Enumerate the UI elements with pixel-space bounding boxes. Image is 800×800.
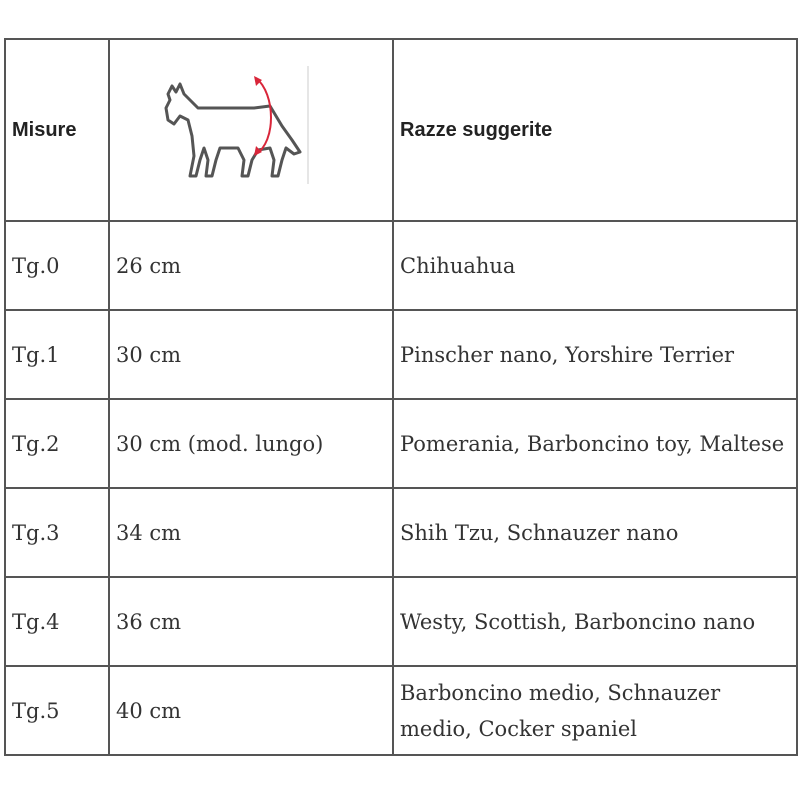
measure-cell: 36 cm <box>116 609 182 634</box>
measure-cell: 40 cm <box>116 698 182 723</box>
header-cell-razze <box>393 39 797 221</box>
header-cell-measure <box>109 39 393 221</box>
breeds-cell: Barboncino medio, Schnauzer medio, Cocker spaniel <box>400 680 721 741</box>
header-row <box>5 39 797 221</box>
size-cell: Tg.1 <box>12 342 60 367</box>
measure-cell: 34 cm <box>116 520 182 545</box>
table-row <box>5 399 797 488</box>
breeds-cell: Chihuahua <box>400 253 516 278</box>
size-chart-table <box>4 38 798 756</box>
header-cell-misure <box>5 39 109 221</box>
table-row <box>5 488 797 577</box>
header-razze-label: Razze suggerite <box>400 118 553 141</box>
size-cell: Tg.2 <box>12 431 60 456</box>
breeds-cell: Shih Tzu, Schnauzer nano <box>400 520 679 545</box>
measure-cell: 30 cm (mod. lungo) <box>116 431 324 456</box>
dog-chest-measurement-icon <box>110 40 392 220</box>
breeds-cell: Pomerania, Barboncino toy, Maltese <box>400 431 785 456</box>
measure-cell: 26 cm <box>116 253 182 278</box>
size-cell: Tg.5 <box>12 698 60 723</box>
size-cell: Tg.4 <box>12 609 60 634</box>
table-row <box>5 577 797 666</box>
size-cell: Tg.0 <box>12 253 60 278</box>
measure-cell: 30 cm <box>116 342 182 367</box>
breeds-cell: Westy, Scottish, Barboncino nano <box>400 609 756 634</box>
table-row <box>5 310 797 399</box>
breeds-cell: Pinscher nano, Yorshire Terrier <box>400 342 735 367</box>
size-cell: Tg.3 <box>12 520 60 545</box>
table-row <box>5 221 797 310</box>
header-misure-label: Misure <box>12 118 77 141</box>
table-row <box>5 666 797 755</box>
